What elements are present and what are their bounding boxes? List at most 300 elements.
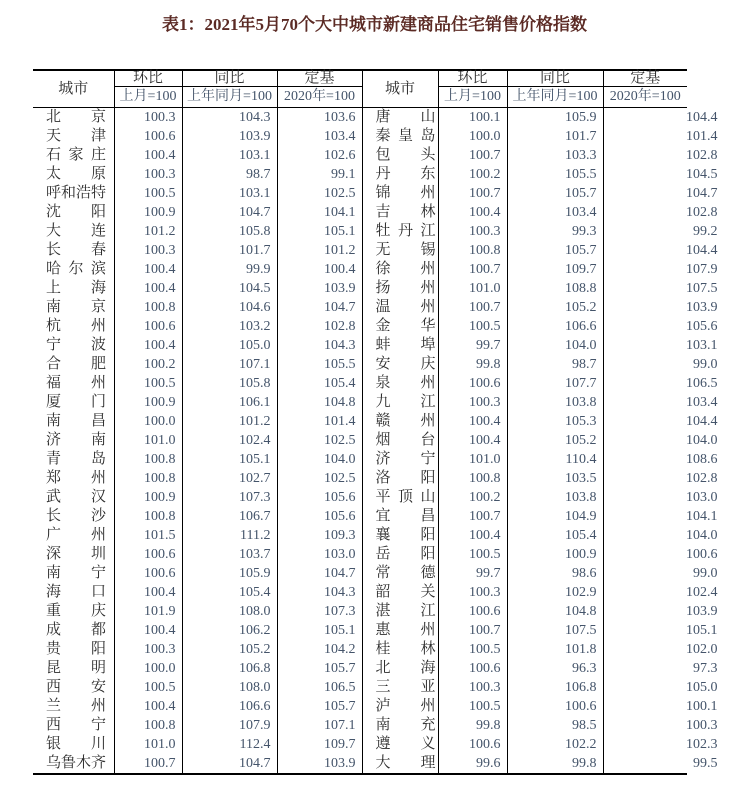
base-value-cell: 104.4 — [603, 412, 687, 431]
yoy-value-cell: 104.9 — [507, 507, 603, 526]
yoy-value-cell: 108.0 — [182, 678, 277, 697]
yoy-value-cell: 105.5 — [507, 165, 603, 184]
mom-value-cell: 101.0 — [438, 450, 507, 469]
city-cell — [33, 165, 114, 184]
city-name: 温 州 — [375, 299, 436, 315]
city-name: 韶 关 — [375, 584, 436, 600]
mom-value-cell: 100.5 — [438, 640, 507, 659]
mom-value-cell: 100.5 — [114, 678, 182, 697]
base-value-cell: 104.1 — [277, 203, 362, 222]
base-value-cell: 104.1 — [603, 507, 687, 526]
base-value-cell: 105.5 — [277, 355, 362, 374]
city-name: 包 头 — [375, 147, 436, 163]
header-city-right: 城市 — [362, 70, 438, 108]
city-cell — [33, 450, 114, 469]
mom-value-cell: 100.0 — [114, 412, 182, 431]
mom-value-cell: 100.1 — [438, 108, 507, 128]
mom-value-cell: 100.7 — [114, 754, 182, 774]
city-name: 重 庆 — [46, 603, 106, 619]
header-yoy-left: 同比 — [182, 70, 277, 87]
city-name: 长 沙 — [46, 508, 106, 524]
city-name: 天 津 — [46, 128, 106, 144]
yoy-value-cell: 103.4 — [507, 203, 603, 222]
mom-value-cell: 100.8 — [114, 507, 182, 526]
city-cell — [362, 716, 438, 735]
city-cell — [33, 412, 114, 431]
table-row — [33, 659, 687, 678]
yoy-value-cell: 106.1 — [182, 393, 277, 412]
table-row — [33, 678, 687, 697]
table-row — [33, 450, 687, 469]
city-name: 杭 州 — [46, 318, 106, 334]
table-row — [33, 469, 687, 488]
base-value-cell: 103.4 — [603, 393, 687, 412]
city-cell — [33, 488, 114, 507]
yoy-value-cell: 101.7 — [507, 127, 603, 146]
city-cell — [33, 507, 114, 526]
yoy-value-cell: 107.7 — [507, 374, 603, 393]
base-value-cell: 108.6 — [603, 450, 687, 469]
yoy-value-cell: 102.4 — [182, 431, 277, 450]
yoy-value-cell: 105.1 — [182, 450, 277, 469]
city-name: 长 春 — [46, 242, 106, 258]
city-cell — [362, 127, 438, 146]
mom-value-cell: 101.9 — [114, 602, 182, 621]
city-cell — [33, 583, 114, 602]
base-value-cell: 104.4 — [603, 241, 687, 260]
base-value-cell: 99.2 — [603, 222, 687, 241]
mom-value-cell: 100.4 — [438, 203, 507, 222]
table-row — [33, 241, 687, 260]
mom-value-cell: 100.8 — [114, 450, 182, 469]
yoy-value-cell: 103.5 — [507, 469, 603, 488]
city-name: 太 原 — [46, 166, 106, 182]
base-value-cell: 105.0 — [603, 678, 687, 697]
city-cell — [362, 450, 438, 469]
yoy-value-cell: 106.6 — [507, 317, 603, 336]
yoy-value-cell: 107.1 — [182, 355, 277, 374]
base-value-cell: 99.0 — [603, 564, 687, 583]
city-cell — [362, 697, 438, 716]
base-value-cell: 103.0 — [603, 488, 687, 507]
city-cell — [33, 602, 114, 621]
yoy-value-cell: 98.7 — [507, 355, 603, 374]
yoy-value-cell: 98.6 — [507, 564, 603, 583]
table-body — [33, 108, 718, 775]
yoy-value-cell: 105.2 — [507, 431, 603, 450]
city-cell — [362, 279, 438, 298]
yoy-value-cell: 105.7 — [507, 184, 603, 203]
mom-value-cell: 99.6 — [438, 754, 507, 774]
base-value-cell: 102.0 — [603, 640, 687, 659]
yoy-value-cell: 112.4 — [182, 735, 277, 754]
city-cell — [362, 735, 438, 754]
mom-value-cell: 100.8 — [114, 469, 182, 488]
mom-value-cell: 101.5 — [114, 526, 182, 545]
city-name: 九 江 — [375, 394, 436, 410]
city-cell — [362, 374, 438, 393]
base-value-cell: 101.2 — [277, 241, 362, 260]
yoy-value-cell: 105.2 — [182, 640, 277, 659]
city-cell — [33, 545, 114, 564]
city-name: 乌 鲁 木 齐 — [46, 755, 107, 771]
city-name: 南 宁 — [46, 565, 106, 581]
table-row — [33, 640, 687, 659]
mom-value-cell: 100.7 — [438, 184, 507, 203]
yoy-value-cell: 103.1 — [182, 184, 277, 203]
table-row — [33, 260, 687, 279]
city-name: 洛 阳 — [375, 470, 436, 486]
header-row-top — [33, 70, 687, 87]
city-cell — [362, 621, 438, 640]
yoy-value-cell: 99.8 — [507, 754, 603, 774]
yoy-value-cell: 106.8 — [182, 659, 277, 678]
table-row — [33, 165, 687, 184]
table-row — [33, 374, 687, 393]
city-name: 昆 明 — [46, 660, 106, 676]
base-value-cell: 104.2 — [277, 640, 362, 659]
base-value-cell: 105.7 — [277, 697, 362, 716]
city-name: 赣 州 — [375, 413, 436, 429]
city-name: 兰 州 — [46, 698, 106, 714]
city-cell — [362, 564, 438, 583]
base-value-cell: 104.7 — [277, 298, 362, 317]
base-value-cell: 104.0 — [277, 450, 362, 469]
mom-value-cell: 100.7 — [438, 260, 507, 279]
yoy-value-cell: 98.5 — [507, 716, 603, 735]
city-cell — [33, 108, 114, 128]
city-name: 秦 皇 岛 — [375, 128, 436, 144]
table-row — [33, 393, 687, 412]
subheader-base-left: 2020年=100 — [277, 87, 362, 108]
base-value-cell: 103.9 — [277, 279, 362, 298]
yoy-value-cell: 105.9 — [507, 108, 603, 128]
yoy-value-cell: 104.0 — [507, 336, 603, 355]
mom-value-cell: 100.3 — [114, 108, 182, 128]
city-name: 岳 阳 — [375, 546, 436, 562]
subheader-mom-right: 上月=100 — [438, 87, 507, 108]
mom-value-cell: 100.9 — [114, 393, 182, 412]
city-name: 平 顶 山 — [375, 489, 436, 505]
base-value-cell: 106.5 — [603, 374, 687, 393]
city-name: 郑 州 — [46, 470, 106, 486]
city-name: 深 圳 — [46, 546, 106, 562]
base-value-cell: 102.6 — [277, 146, 362, 165]
header-mom-left: 环比 — [114, 70, 182, 87]
city-name: 蚌 埠 — [375, 337, 436, 353]
yoy-value-cell: 105.7 — [507, 241, 603, 260]
city-name: 牡 丹 江 — [375, 223, 436, 239]
base-value-cell: 101.4 — [277, 412, 362, 431]
mom-value-cell: 100.6 — [114, 127, 182, 146]
city-name: 银 川 — [46, 736, 106, 752]
mom-value-cell: 100.4 — [114, 146, 182, 165]
city-name: 北 海 — [375, 660, 436, 676]
base-value-cell: 105.6 — [277, 488, 362, 507]
table-row — [33, 526, 687, 545]
yoy-value-cell: 109.7 — [507, 260, 603, 279]
yoy-value-cell: 106.6 — [182, 697, 277, 716]
city-cell — [362, 754, 438, 774]
mom-value-cell: 99.7 — [438, 336, 507, 355]
yoy-value-cell: 105.0 — [182, 336, 277, 355]
city-cell — [33, 659, 114, 678]
mom-value-cell: 101.2 — [114, 222, 182, 241]
city-name: 三 亚 — [375, 679, 436, 695]
city-name: 泉 州 — [375, 375, 436, 391]
city-cell — [33, 336, 114, 355]
table-row — [33, 412, 687, 431]
city-cell — [33, 241, 114, 260]
yoy-value-cell: 106.2 — [182, 621, 277, 640]
yoy-value-cell: 103.2 — [182, 317, 277, 336]
yoy-value-cell: 107.5 — [507, 621, 603, 640]
mom-value-cell: 100.9 — [114, 203, 182, 222]
base-value-cell: 104.7 — [603, 184, 687, 203]
table-row — [33, 602, 687, 621]
city-name: 呼 和 浩 特 — [46, 185, 107, 201]
city-cell — [362, 108, 438, 128]
mom-value-cell: 100.5 — [438, 317, 507, 336]
city-cell — [362, 545, 438, 564]
yoy-value-cell: 102.2 — [507, 735, 603, 754]
city-name: 济 南 — [46, 432, 106, 448]
city-cell — [33, 374, 114, 393]
base-value-cell: 103.6 — [277, 108, 362, 128]
city-cell — [33, 431, 114, 450]
base-value-cell: 105.1 — [603, 621, 687, 640]
table-row — [33, 583, 687, 602]
mom-value-cell: 100.7 — [438, 298, 507, 317]
mom-value-cell: 101.0 — [438, 279, 507, 298]
city-name: 常 德 — [375, 565, 436, 581]
city-cell — [362, 431, 438, 450]
yoy-value-cell: 103.9 — [182, 127, 277, 146]
city-cell — [362, 507, 438, 526]
yoy-value-cell: 105.8 — [182, 374, 277, 393]
yoy-value-cell: 105.3 — [507, 412, 603, 431]
mom-value-cell: 100.2 — [438, 488, 507, 507]
yoy-value-cell: 107.3 — [182, 488, 277, 507]
city-cell — [33, 621, 114, 640]
table-row — [33, 754, 687, 774]
city-cell — [33, 298, 114, 317]
base-value-cell: 99.5 — [603, 754, 687, 774]
city-cell — [33, 754, 114, 774]
city-name: 泸 州 — [375, 698, 436, 714]
mom-value-cell: 100.6 — [114, 545, 182, 564]
mom-value-cell: 100.3 — [438, 393, 507, 412]
city-cell — [33, 393, 114, 412]
table-title: 表1：2021年5月70个大中城市新建商品住宅销售价格指数 — [162, 15, 587, 34]
city-name: 沈 阳 — [46, 204, 106, 220]
yoy-value-cell: 105.4 — [507, 526, 603, 545]
header-base-right: 定基 — [603, 70, 687, 87]
yoy-value-cell: 102.7 — [182, 469, 277, 488]
city-name: 桂 林 — [375, 641, 436, 657]
base-value-cell: 101.4 — [603, 127, 687, 146]
city-cell — [33, 222, 114, 241]
mom-value-cell: 100.6 — [438, 602, 507, 621]
yoy-value-cell: 103.8 — [507, 393, 603, 412]
city-name: 贵 阳 — [46, 641, 106, 657]
base-value-cell: 103.1 — [603, 336, 687, 355]
mom-value-cell: 100.3 — [114, 241, 182, 260]
city-cell — [362, 412, 438, 431]
yoy-value-cell: 108.8 — [507, 279, 603, 298]
city-name: 青 岛 — [46, 451, 106, 467]
mom-value-cell: 100.3 — [438, 583, 507, 602]
city-cell — [33, 640, 114, 659]
table-row — [33, 222, 687, 241]
city-name: 哈 尔 滨 — [46, 261, 106, 277]
header-yoy-right: 同比 — [507, 70, 603, 87]
table-row — [33, 355, 687, 374]
city-cell — [362, 241, 438, 260]
city-cell — [362, 184, 438, 203]
yoy-value-cell: 104.3 — [182, 108, 277, 128]
city-cell — [362, 526, 438, 545]
city-name: 合 肥 — [46, 356, 106, 372]
yoy-value-cell: 99.3 — [507, 222, 603, 241]
base-value-cell: 103.4 — [277, 127, 362, 146]
city-name: 济 宁 — [375, 451, 436, 467]
city-name: 厦 门 — [46, 394, 106, 410]
table-row — [33, 279, 687, 298]
mom-value-cell: 100.3 — [114, 165, 182, 184]
city-name: 西 宁 — [46, 717, 106, 733]
city-cell — [362, 640, 438, 659]
base-value-cell: 107.9 — [603, 260, 687, 279]
base-value-cell: 104.0 — [603, 431, 687, 450]
city-cell — [33, 127, 114, 146]
yoy-value-cell: 105.4 — [182, 583, 277, 602]
mom-value-cell: 100.0 — [114, 659, 182, 678]
mom-value-cell: 100.5 — [438, 697, 507, 716]
base-value-cell: 102.5 — [277, 431, 362, 450]
base-value-cell: 100.4 — [277, 260, 362, 279]
mom-value-cell: 100.5 — [114, 184, 182, 203]
yoy-value-cell: 107.9 — [182, 716, 277, 735]
yoy-value-cell: 104.7 — [182, 203, 277, 222]
city-cell — [33, 526, 114, 545]
table-row — [33, 108, 687, 128]
base-value-cell: 100.1 — [603, 697, 687, 716]
city-name: 石 家 庄 — [46, 147, 106, 163]
yoy-value-cell: 101.2 — [182, 412, 277, 431]
base-value-cell: 105.6 — [603, 317, 687, 336]
city-cell — [362, 469, 438, 488]
city-name: 海 口 — [46, 584, 106, 600]
city-cell — [33, 279, 114, 298]
base-value-cell: 104.4 — [603, 108, 687, 128]
base-value-cell: 102.8 — [603, 203, 687, 222]
city-name: 徐 州 — [375, 261, 436, 277]
yoy-value-cell: 100.6 — [507, 697, 603, 716]
city-cell — [362, 393, 438, 412]
header-mom-right: 环比 — [438, 70, 507, 87]
city-name: 唐 山 — [375, 109, 436, 125]
yoy-value-cell: 108.0 — [182, 602, 277, 621]
mom-value-cell: 100.4 — [438, 431, 507, 450]
yoy-value-cell: 110.4 — [507, 450, 603, 469]
yoy-value-cell: 105.8 — [182, 222, 277, 241]
mom-value-cell: 100.6 — [438, 659, 507, 678]
price-index-table — [33, 69, 718, 775]
yoy-value-cell: 104.6 — [182, 298, 277, 317]
mom-value-cell: 100.4 — [114, 583, 182, 602]
city-name: 惠 州 — [375, 622, 436, 638]
city-cell — [33, 716, 114, 735]
city-name: 南 京 — [46, 299, 106, 315]
yoy-value-cell: 98.7 — [182, 165, 277, 184]
mom-value-cell: 100.8 — [114, 716, 182, 735]
mom-value-cell: 100.9 — [114, 488, 182, 507]
city-name: 遵 义 — [375, 736, 436, 752]
table-row — [33, 716, 687, 735]
mom-value-cell: 100.6 — [114, 564, 182, 583]
yoy-value-cell: 101.8 — [507, 640, 603, 659]
mom-value-cell: 100.3 — [114, 640, 182, 659]
yoy-value-cell: 103.8 — [507, 488, 603, 507]
city-cell — [33, 564, 114, 583]
mom-value-cell: 99.8 — [438, 355, 507, 374]
mom-value-cell: 100.4 — [438, 526, 507, 545]
mom-value-cell: 99.8 — [438, 716, 507, 735]
city-cell — [33, 355, 114, 374]
base-value-cell: 100.3 — [603, 716, 687, 735]
base-value-cell: 102.8 — [603, 146, 687, 165]
city-name: 扬 州 — [375, 280, 436, 296]
city-cell — [362, 260, 438, 279]
yoy-value-cell: 106.7 — [182, 507, 277, 526]
city-cell — [33, 469, 114, 488]
city-name: 宜 昌 — [375, 508, 436, 524]
mom-value-cell: 100.3 — [438, 222, 507, 241]
mom-value-cell: 100.5 — [114, 374, 182, 393]
yoy-value-cell: 105.9 — [182, 564, 277, 583]
city-cell — [362, 678, 438, 697]
table-row — [33, 336, 687, 355]
mom-value-cell: 100.7 — [438, 146, 507, 165]
mom-value-cell: 100.4 — [114, 260, 182, 279]
base-value-cell: 103.9 — [603, 602, 687, 621]
table-row — [33, 621, 687, 640]
base-value-cell: 104.3 — [277, 336, 362, 355]
yoy-value-cell: 105.2 — [507, 298, 603, 317]
yoy-value-cell: 100.9 — [507, 545, 603, 564]
city-cell — [362, 336, 438, 355]
base-value-cell: 104.7 — [277, 564, 362, 583]
city-cell — [33, 203, 114, 222]
base-value-cell: 102.8 — [603, 469, 687, 488]
city-name: 烟 台 — [375, 432, 436, 448]
mom-value-cell: 100.2 — [438, 165, 507, 184]
yoy-value-cell: 111.2 — [182, 526, 277, 545]
table-row — [33, 184, 687, 203]
yoy-value-cell: 104.7 — [182, 754, 277, 774]
table-row — [33, 146, 687, 165]
base-value-cell: 104.8 — [277, 393, 362, 412]
table-row — [33, 735, 687, 754]
subheader-yoy-left: 上年同月=100 — [182, 87, 277, 108]
mom-value-cell: 100.4 — [114, 697, 182, 716]
mom-value-cell: 100.2 — [114, 355, 182, 374]
city-name: 成 都 — [46, 622, 106, 638]
mom-value-cell: 100.6 — [438, 374, 507, 393]
header-base-left: 定基 — [277, 70, 362, 87]
mom-value-cell: 100.8 — [438, 469, 507, 488]
